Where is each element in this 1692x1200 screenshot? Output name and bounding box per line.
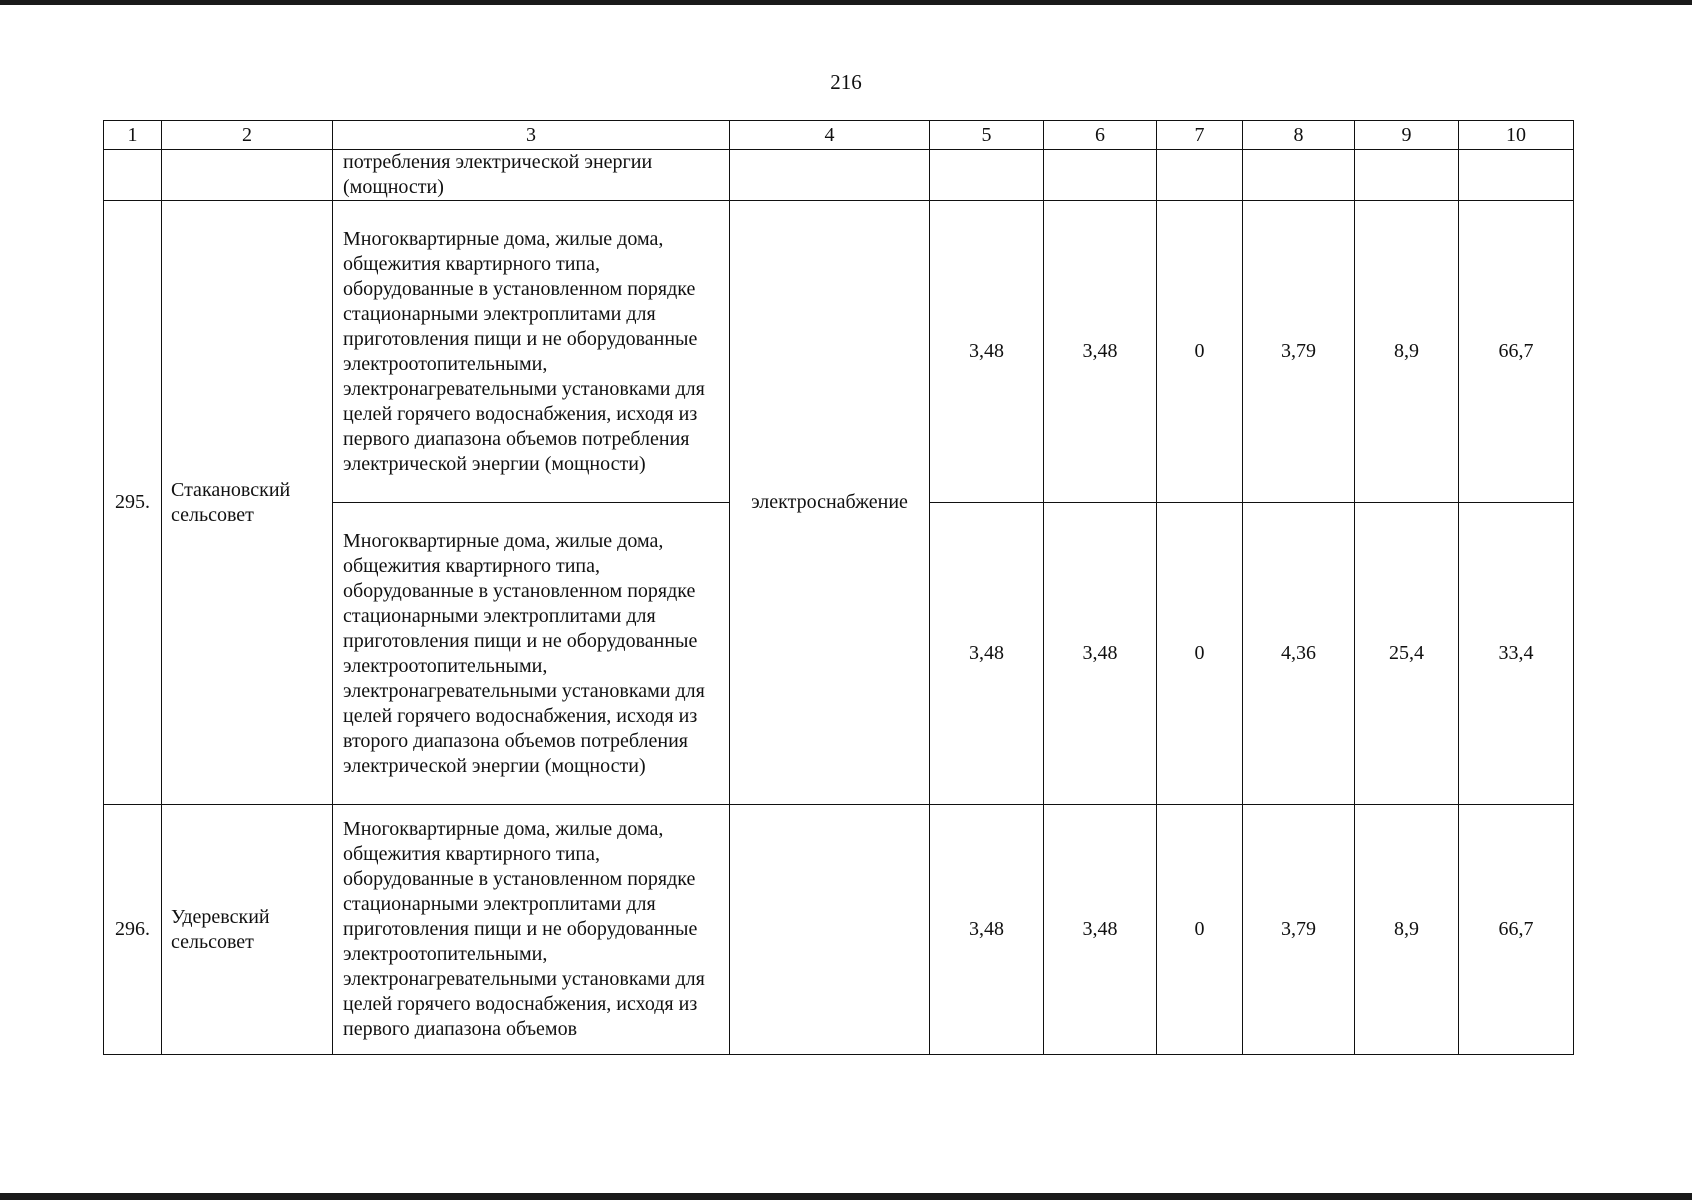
value-cell: 0 bbox=[1157, 805, 1243, 1055]
column-header: 4 bbox=[730, 121, 930, 150]
row-description: потребления электрической энергии (мощности) bbox=[333, 150, 730, 201]
column-header: 7 bbox=[1157, 121, 1243, 150]
table-cell bbox=[930, 150, 1044, 201]
value-cell: 0 bbox=[1157, 503, 1243, 805]
continuation-row bbox=[104, 150, 1574, 201]
row-number: 295. bbox=[104, 201, 162, 805]
column-header: 10 bbox=[1459, 121, 1574, 150]
table-cell bbox=[1044, 150, 1157, 201]
header-row bbox=[104, 121, 1574, 150]
value-cell: 3,48 bbox=[930, 805, 1044, 1055]
table-cell bbox=[1243, 150, 1355, 201]
value-cell: 3,48 bbox=[1044, 503, 1157, 805]
table-row bbox=[104, 805, 1574, 1055]
table-row bbox=[104, 201, 1574, 503]
value-cell: 4,36 bbox=[1243, 503, 1355, 805]
service-type: электроснабжение bbox=[730, 201, 930, 805]
row-description: Многоквартирные дома, жилые дома, общежития квартирного типа, оборудованные в установленном порядке стационарными электроплитами для приготовления пищи и не оборудованные электроотопительными, электронагревательными установками для целей горячего водоснабжения, исходя из первого диапазона объемов bbox=[333, 805, 730, 1055]
value-cell: 25,4 bbox=[1355, 503, 1459, 805]
row-description: Многоквартирные дома, жилые дома, общежития квартирного типа, оборудованные в установленном порядке стационарными электроплитами для приготовления пищи и не оборудованные электроотопительными, электронагревательными установками для целей горячего водоснабжения, исходя из первого диапазона объемов потребления электрической энергии (мощности) bbox=[333, 201, 730, 503]
table-cell bbox=[162, 150, 333, 201]
column-header: 3 bbox=[333, 121, 730, 150]
value-cell: 33,4 bbox=[1459, 503, 1574, 805]
value-cell: 3,48 bbox=[1044, 805, 1157, 1055]
table-cell bbox=[1459, 150, 1574, 201]
tariff-table bbox=[103, 120, 1574, 1055]
scan-edge-bottom bbox=[0, 1193, 1692, 1200]
column-header: 6 bbox=[1044, 121, 1157, 150]
table-cell bbox=[730, 150, 930, 201]
row-description: Многоквартирные дома, жилые дома, общежития квартирного типа, оборудованные в установленном порядке стационарными электроплитами для приготовления пищи и не оборудованные электроотопительными, электронагревательными установками для целей горячего водоснабжения, исходя из второго диапазона объемов потребления электрической энергии (мощности) bbox=[333, 503, 730, 805]
service-type bbox=[730, 805, 930, 1055]
scan-edge-top bbox=[0, 0, 1692, 5]
value-cell: 3,79 bbox=[1243, 201, 1355, 503]
column-header: 5 bbox=[930, 121, 1044, 150]
table-cell bbox=[104, 150, 162, 201]
value-cell: 66,7 bbox=[1459, 201, 1574, 503]
municipality-name: Стакановский сельсовет bbox=[162, 201, 333, 805]
value-cell: 3,48 bbox=[930, 503, 1044, 805]
value-cell: 66,7 bbox=[1459, 805, 1574, 1055]
value-cell: 8,9 bbox=[1355, 805, 1459, 1055]
table-cell bbox=[1355, 150, 1459, 201]
value-cell: 3,48 bbox=[930, 201, 1044, 503]
page-number: 216 bbox=[830, 70, 862, 94]
column-header: 2 bbox=[162, 121, 333, 150]
row-number: 296. bbox=[104, 805, 162, 1055]
table-cell bbox=[1157, 150, 1243, 201]
value-cell: 0 bbox=[1157, 201, 1243, 503]
municipality-name: Удеревский сельсовет bbox=[162, 805, 333, 1055]
column-header: 8 bbox=[1243, 121, 1355, 150]
value-cell: 3,48 bbox=[1044, 201, 1157, 503]
column-header: 1 bbox=[104, 121, 162, 150]
value-cell: 3,79 bbox=[1243, 805, 1355, 1055]
column-header: 9 bbox=[1355, 121, 1459, 150]
value-cell: 8,9 bbox=[1355, 201, 1459, 503]
